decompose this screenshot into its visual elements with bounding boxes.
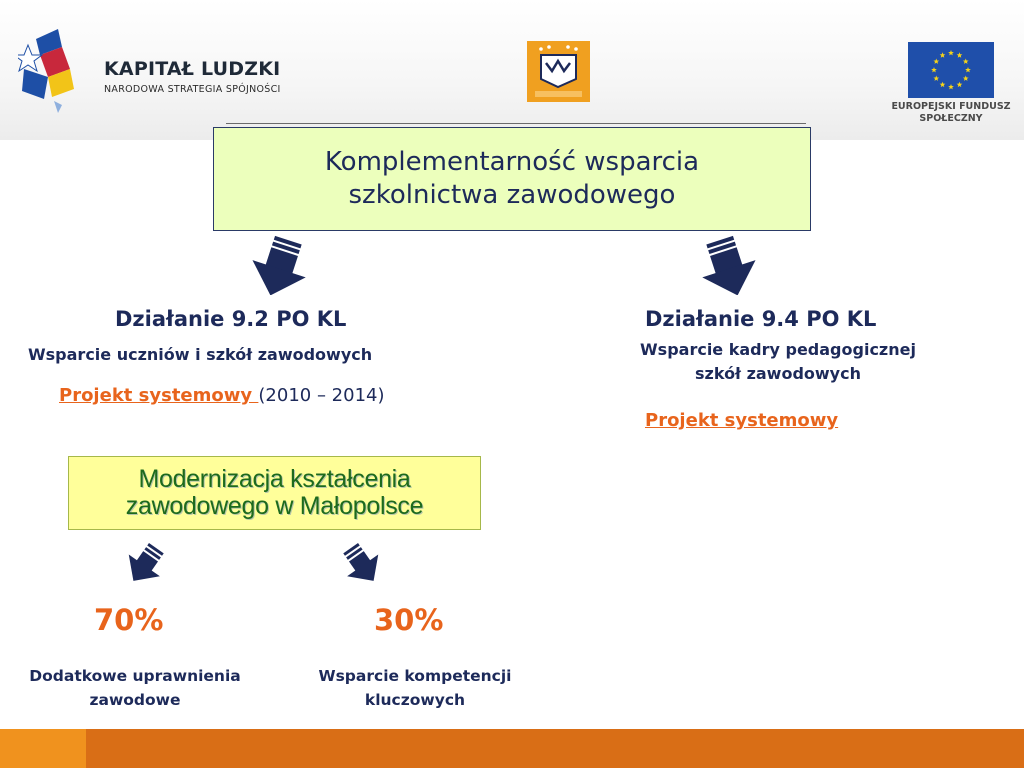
project-link-9-4-label[interactable]: Projekt systemowy [645, 410, 839, 431]
footer-bar [0, 729, 1024, 768]
complementarity-box [213, 127, 811, 231]
caption-key-line1: Wsparcie kompetencji [318, 667, 512, 685]
action-9-4-subtitle-line1: Wsparcie kadry pedagogicznej [640, 340, 916, 359]
down-arrow-icon [236, 235, 311, 295]
project-years: (2010 – 2014) [258, 385, 385, 406]
eu-fund-line2: SPOŁECZNY [919, 112, 983, 124]
caption-key-competences [290, 664, 540, 712]
brand-title: KAPITAŁ LUDZKI [104, 58, 281, 80]
brand-subtitle: NARODOWA STRATEGIA SPÓJNOŚCI [104, 84, 281, 95]
project-link-9-2-label[interactable]: Projekt systemowy [59, 385, 259, 406]
caption-additional-qualifications [6, 664, 264, 712]
percent-30: 30% [374, 603, 444, 637]
malopolska-logo-icon [527, 41, 590, 102]
caption-additional-line2: zawodowe [89, 691, 181, 709]
action-9-2-subtitle: Wsparcie uczniów i szkół zawodowych [28, 345, 373, 364]
action-9-4-title: Działanie 9.4 PO KL [645, 307, 877, 331]
eu-flag-icon [908, 42, 994, 98]
down-arrow-icon [117, 541, 169, 583]
complementarity-line1: Komplementarność wsparcia [324, 147, 700, 177]
action-9-2-title: Działanie 9.2 PO KL [115, 307, 347, 331]
caption-key-line2: kluczowych [364, 691, 466, 709]
down-arrow-icon [338, 541, 390, 583]
top-box-outline [226, 123, 806, 124]
footer-accent [0, 729, 86, 768]
modernization-line1: Modernizacja kształcenia [138, 465, 411, 493]
project-link-9-4[interactable] [645, 410, 838, 431]
eu-fund-label [880, 101, 1022, 124]
modernization-line2: zawodowego w Małopolsce [125, 492, 424, 520]
eu-fund-line1: EUROPEJSKI FUNDUSZ [891, 101, 1011, 112]
complementarity-line2: szkolnictwa zawodowego [348, 180, 676, 210]
percent-70: 70% [94, 603, 164, 637]
modernization-box [68, 456, 481, 530]
kapital-ludzki-logo-icon [18, 25, 88, 115]
down-arrow-icon [696, 235, 771, 295]
caption-additional-line1: Dodatkowe uprawnienia [29, 667, 241, 685]
action-9-4-subtitle-line2: szkół zawodowych [695, 364, 861, 383]
action-9-4-subtitle [598, 338, 958, 386]
project-link-9-2[interactable] [59, 385, 385, 406]
